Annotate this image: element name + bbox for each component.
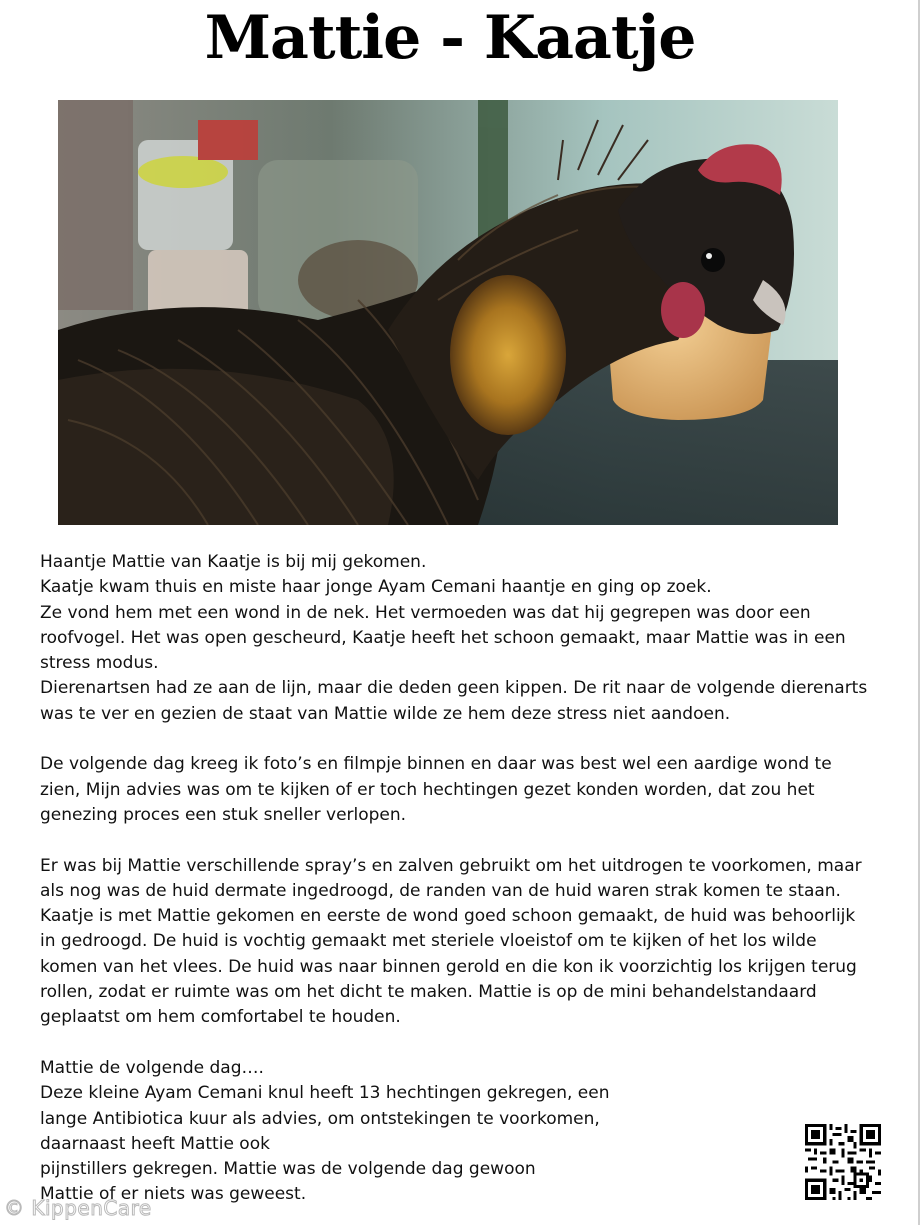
paragraph-result-1: Mattie de volgende dag…. — [40, 1057, 264, 1078]
paragraph-intro-1: Haantje Mattie van Kaatje is bij mij gekomen. — [40, 552, 427, 572]
paragraph-intro-2: Kaatje kwam thuis en miste haar jonge Ayam Cemani haantje en ging op zoek. — [40, 577, 712, 598]
paragraph-result-2: Deze kleine Ayam Cemani knul heeft 13 hechtingen gekregen, een lange Antibiotica kuur als advies, om ontstekingen te voorkomen, daarnaast heeft Mattie ook — [40, 1083, 610, 1154]
paragraph-intro-4: Dierenartsen had ze aan de lijn, maar die deden geen kippen. De rit naar de volgende dierenarts was te ver en gezien de staat van Mattie wilde ze hem deze stress niet aandoen. — [40, 678, 868, 724]
paragraph-next-day-photos: De volgende dag kreeg ik foto’s en filmpje binnen en daar was best wel een aardige wond te zien, Mijn advies was om te kijken of er toch hechtingen gezet konden worden, dat zou het genezing proces een stuk sneller verlopen. — [40, 754, 832, 825]
paragraph-intro-3: Ze vond hem met een wond in de nek. Het vermoeden was dat hij gegrepen was door een roofvogel. Het was open gescheurd, Kaatje heeft het schoon gemaakt, maar Mattie was in een stress modus. — [40, 602, 846, 674]
rooster-photo — [58, 100, 838, 525]
rooster-wattle — [661, 282, 705, 338]
paragraph-result-3: pijnstillers gekregen. Mattie was de volgende dag gewoon — [40, 1159, 536, 1180]
page-title: Mattie - Kaatje — [204, 3, 696, 73]
rooster-eye — [701, 248, 725, 272]
article-body — [40, 550, 875, 1208]
paragraph-result-4: Mattie of er niets was geweest. — [40, 1184, 307, 1205]
paragraph-treatment: Er was bij Mattie verschillende spray’s en zalven gebruikt om het uitdrogen te voorkomen, maar als nog was de huid dermate ingedroogd, de randen van de huid waren strak komen te staan. Kaatje is met Mattie gekomen en eerste de wond goed schoon gemaakt, de huid was behoorlijk in gedroogd. De huid is vochtig gemaakt met steriele vloeistof om te kijken of het los wilde komen van het vlees. De huid was naar binnen gerold en die kon ik voorzichtig los krijgen terug rollen, zodat er ruimte was om het dicht te maken. Mattie is op de mini behandelstandaard geplaatst om hem comfortabel te houden. — [40, 855, 862, 1028]
neck-wound — [450, 275, 566, 435]
copyright-watermark: © KippenCare — [4, 1196, 152, 1220]
qr-code-icon[interactable] — [805, 1124, 881, 1200]
